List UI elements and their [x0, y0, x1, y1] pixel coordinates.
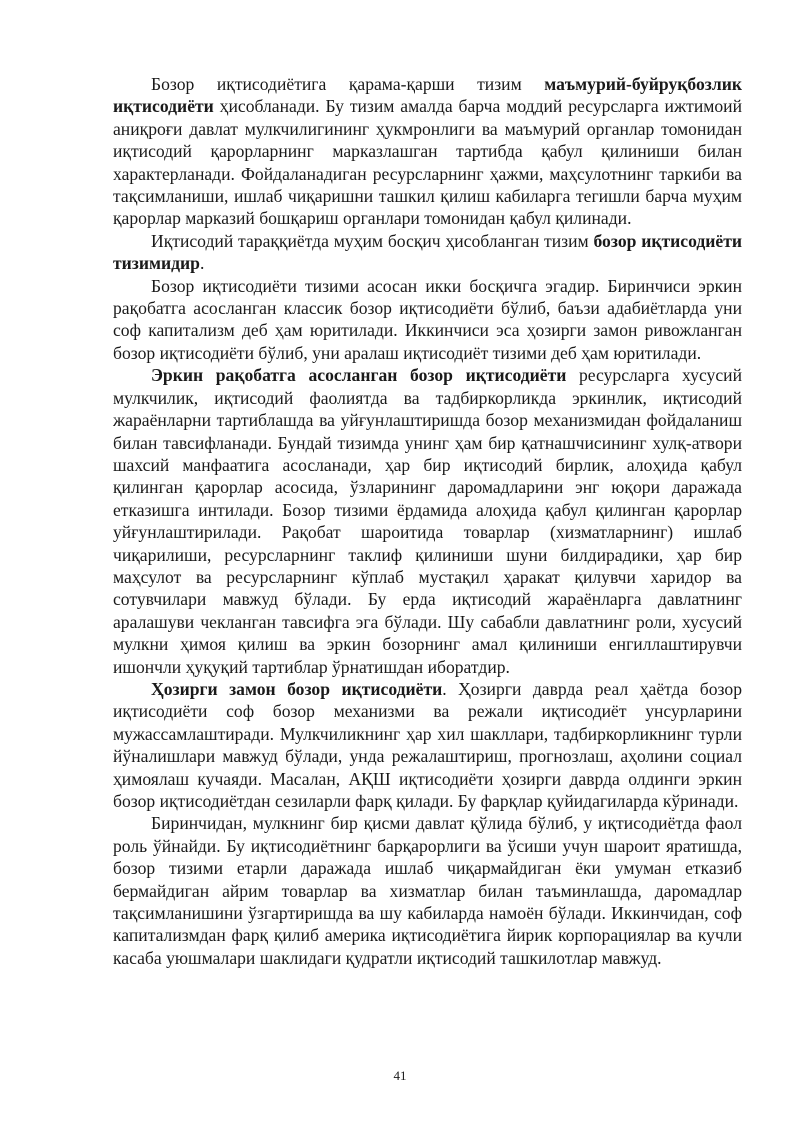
- paragraph-two-stages: [113, 275, 742, 365]
- paragraph-text: Биринчидан, мулкнинг бир қисми давлат қўлида бўлиб, у иқтисодиётда фаол роль ўйнайди. Бу иқтисодиётнинг барқарорлиги ва ўсиши учун шароит яратишда, бозор тизими етарли даражада ишлаб чиқармайдиган ёки умуман етказиб бермайдиган айрим товарлар ва хизматлар билан таъминлашда, даромадлар тақсимланишини ўзгартиришда ва шу кабиларда намоён бўлади. Иккинчидан, соф капитализмдан фарқ қилиб америка иқтисодиётига йирик корпорациялар ва кучли касаба уюшмалари шаклидаги қудратли иқтисодий ташкилотлар мавжуд.: [113, 813, 742, 968]
- bold-term: маъмурий-буйруқбозлик иқтисодиёти: [113, 74, 742, 117]
- paragraph-text: ҳисобланади. Бу тизим амалда барча моддий ресурсларга ижтимоий аниқроғи давлат мулкчилигининг ҳукмронлиги ва маъмурий органлар томонидан иқтисодий қарорларнинг марказлашган тартибда қабул қилиниши билан характерланади. Фойдаланадиган ресурсларнинг ҳажми, маҳсулотнинг таркиби ва тақсимланиши, ишлаб чиқаришни ташкил қилиш кабиларга тегишли барча муҳим қарорлар марказий бошқариш органлари томонидан қабул қилинади.: [113, 96, 742, 229]
- paragraph-text: Иқтисодий тараққиётда муҳим босқич ҳисобланган тизим: [151, 230, 594, 251]
- bold-term: бозор иқтисодиёти тизимидир: [113, 230, 742, 274]
- page-body: [113, 73, 742, 969]
- bold-term: Эркин рақобатга асосланган бозор иқтисодиёти: [151, 365, 567, 386]
- bold-term: Ҳозирги замон бозор иқтисодиёти: [151, 678, 443, 699]
- paragraph-text: .: [199, 253, 205, 274]
- paragraph-text: Бозор иқтисодиётига қарама-қарши тизим: [151, 74, 545, 94]
- page-number: 41: [393, 1068, 407, 1083]
- paragraph-free-competition: [113, 364, 742, 678]
- paragraph-text: ресурсларга хусусий мулкчилик, иқтисодий фаолиятда ва тадбиркорликда эркинлик, иқтисодий жараёнларни тартиблашда ва уйғунлаштиришда бозор механизмидан фойдаланиш билан тавсифланади. Бундай тизимда унинг ҳам бир қатнашчисининг хулқ-атвори шахсий манфаатига асосланади, ҳар бир иқтисодий бирлик, алоҳида қабул қилинган қарорлар асосида, ўзларининг даромадларини энг юқори даражада етказишга интилади. Бозор тизими ёрдамида алоҳида қабул қилинган қарорлар уйғунлаштирилади. Рақобат шароитида товарлар (хизматларнинг) ишлаб чиқарилиши, ресурсларнинг таклиф қилиниши шуни билдирадики, ҳар бир маҳсулот ва ресурсларнинг кўплаб мустақил ҳаракат қилувчи харидор ва сотувчилари мавжуд бўлади. Бу ерда иқтисодий жараёнларга давлатнинг аралашуви чекланган тавсифга эга бўлади. Шу сабабли давлатнинг роли, хусусий мулкни ҳимоя қилиш ва эркин бозорнинг амал қилиниши енгиллаштирувчи ишончли ҳуқуқий тартиблар ўрнатишдан иборатдир.: [113, 365, 742, 677]
- paragraph-modern-market-economy: [113, 678, 742, 812]
- paragraph-first-second: [113, 812, 742, 969]
- paragraph-text: . Ҳозирги даврда реал ҳаётда бозор иқтисодиёти соф бозор механизми ва режали иқтисодиёт унсурларини мужассамлаштиради. Мулкчиликнинг ҳар хил шакллари, тадбиркорликнинг турли йўналишлари мавжуд бўлади, унда режалаштириш, прогнозлаш, аҳолини социал ҳимоялаш кучаяди. Масалан, АҚШ иқтисодиёти ҳозирги даврда олдинги эркин бозор иқтисодиётдан сезиларли фарқ қилади. Бу фарқлар қуйидагиларда кўринади.: [113, 678, 742, 811]
- paragraph-command-economy: [113, 73, 742, 230]
- paragraph-market-economy-system: [113, 230, 742, 275]
- paragraph-text: Бозор иқтисодиёти тизими асосан икки босқичга эгадир. Биринчиси эркин рақобатга асосланган классик бозор иқтисодиёти бўлиб, баъзи адабиётларда уни соф капитализм деб ҳам юритилади. Иккинчиси эса ҳозирги замон ривожланган бозор иқтисодиёти бўлиб, уни аралаш иқтисодиёт тизими деб ҳам юритилади.: [113, 275, 742, 363]
